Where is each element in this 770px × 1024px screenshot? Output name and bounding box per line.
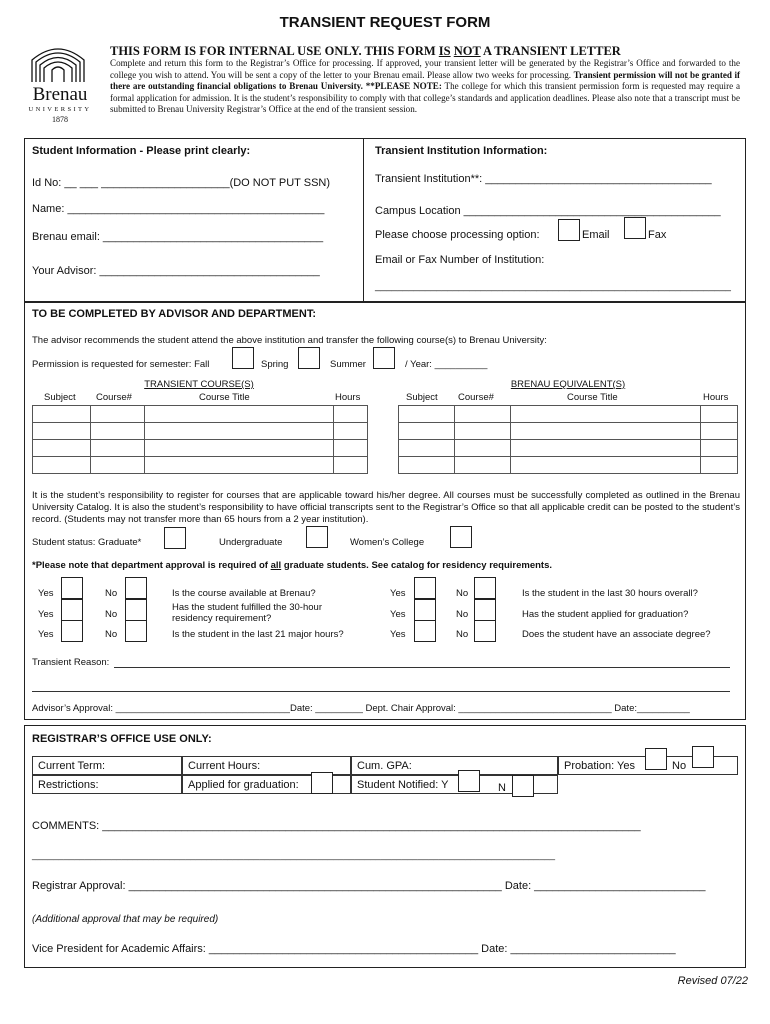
notice-heading: THIS FORM IS FOR INTERNAL USE ONLY. THIS FORM IS NOT A TRANSIENT LETTER	[110, 44, 621, 58]
vp-approval-field[interactable]: Vice President for Academic Affairs: ____________________________________________ Date: ___________________________	[32, 943, 676, 955]
col-hours: Hours	[335, 392, 361, 403]
student-info-heading: Student Information - Please print clearly:	[32, 145, 251, 157]
q6-no-checkbox[interactable]	[474, 620, 496, 642]
col-subject: Subject	[406, 392, 438, 403]
fax-number-field[interactable]: ________________________________________________________________	[375, 281, 731, 292]
undergraduate-checkbox[interactable]	[306, 526, 328, 548]
advisor-approval-line[interactable]: Advisor’s Approval: _________________________________Date: _________ Dept. Chair Approval: _____________________________ Date:__________	[32, 703, 690, 714]
graduate-checkbox[interactable]	[164, 527, 186, 549]
q3-yes-checkbox[interactable]	[61, 620, 83, 642]
table-row[interactable]	[33, 423, 368, 440]
brenau-email-field[interactable]: Brenau email: ____________________________________	[32, 231, 324, 243]
logo-wordmark: Brenau	[32, 84, 88, 105]
transient-reason-line[interactable]	[114, 667, 730, 668]
q4-yes-checkbox[interactable]	[414, 577, 436, 599]
current-term-cell[interactable]: Current Term:	[32, 756, 182, 775]
name-field[interactable]: Name: __________________________________________	[32, 203, 325, 215]
question-text: Does the student have an associate degree?	[522, 629, 711, 640]
fax-number-label: Email or Fax Number of Institution:	[375, 254, 545, 266]
q4-no-checkbox[interactable]	[474, 577, 496, 599]
advisor-field[interactable]: Your Advisor: ____________________________________	[32, 265, 320, 277]
spring-checkbox[interactable]	[298, 347, 320, 369]
year-field[interactable]: / Year: __________	[405, 359, 488, 370]
probation-no-checkbox[interactable]	[692, 746, 714, 768]
notice-body: Complete and return this form to the Registrar’s Office for processing. If approved, your transient letter will be generated by the Registrar’s Office and forwarded to the college you wish to attend. You will be sent a copy of the letter to your Brenau email. Please allow two weeks for processing. Transient permission will not be granted if there are outstanding financial obligations to Brenau University. **PLEASE NOTE: The college for which this transient permission form is requested may require a formal application for admission. It is the student’s responsibility to comply with that college’s standards and application deadlines. Please also note that a transcript must be submitted to Brenau University Registrar’s Office at the end of the transient session.	[110, 58, 741, 115]
table-row[interactable]	[399, 406, 738, 423]
summer-label: Summer	[330, 359, 366, 370]
no-label: No	[105, 588, 118, 599]
restrictions-cell[interactable]: Restrictions:	[32, 775, 182, 794]
transient-info-heading: Transient Institution Information:	[375, 145, 548, 157]
email-option-label: Email	[582, 229, 610, 241]
table-row[interactable]	[33, 440, 368, 457]
col-subject: Subject	[44, 392, 76, 403]
yes-label: Yes	[390, 588, 406, 599]
col-hours: Hours	[703, 392, 729, 403]
logo-year: 1878	[52, 115, 68, 124]
recommend-text: The advisor recommends the student attend the above institution and transfer the following course(s) to Brenau University:	[32, 335, 547, 346]
current-hours-cell[interactable]: Current Hours:	[182, 756, 351, 775]
question-text: Is the course available at Brenau?	[172, 588, 316, 599]
yes-label: Yes	[38, 609, 54, 620]
notified-no-checkbox[interactable]	[512, 775, 534, 797]
table-row[interactable]	[33, 406, 368, 423]
processing-option-label: Please choose processing option:	[375, 229, 540, 241]
question-text: Is the student in the last 30 hours overall?	[522, 588, 698, 599]
comments-field[interactable]: COMMENTS: ________________________________________________________________________________________	[32, 820, 641, 832]
brenau-equivalents-title: BRENAU EQUIVALENT(S)	[510, 379, 626, 390]
table-row[interactable]	[399, 440, 738, 457]
registrar-approval-field[interactable]: Registrar Approval: _____________________________________________________________ Date: ____________________________	[32, 880, 706, 892]
no-label: No	[105, 609, 118, 620]
transient-courses-title: TRANSIENT COURSE(S)	[144, 379, 254, 390]
transient-reason-line-2[interactable]	[32, 691, 730, 692]
undergraduate-label: Undergraduate	[219, 537, 283, 548]
q3-no-checkbox[interactable]	[125, 620, 147, 642]
advisor-section-heading: TO BE COMPLETED BY ADVISOR AND DEPARTMENT:	[32, 308, 316, 320]
no-label: No	[105, 629, 118, 640]
notified-yes-checkbox[interactable]	[458, 770, 480, 792]
transient-institution-field[interactable]: Transient Institution**: _____________________________________	[375, 173, 712, 185]
q1-yes-checkbox[interactable]	[61, 577, 83, 599]
fax-option-checkbox[interactable]	[624, 217, 646, 239]
probation-yes-label: Probation: Yes	[564, 760, 635, 772]
id-number-field[interactable]: Id No: __ ___ _____________________(DO NOT PUT SSN)	[32, 177, 331, 189]
q1-no-checkbox[interactable]	[125, 577, 147, 599]
brenau-equivalents-table[interactable]	[398, 405, 738, 474]
transient-reason-label: Transient Reason:	[32, 657, 110, 668]
applied-graduation-checkbox[interactable]	[311, 772, 333, 794]
graduate-approval-note: *Please note that department approval is required of all graduate students. See catalog for residency requirements.	[32, 560, 553, 571]
responsibility-text: It is the student’s responsibility to register for courses that are applicable toward his/her degree. All courses must be successfully completed as outlined in the Brenau University Catalog. It is also the student’s responsibility to have official transcripts sent to the Registrar’s Office so that all applicable credit can be posted to the student’s record. (Students may not transfer more than 65 hours from a 2 year institution).	[32, 490, 740, 525]
col-course-title: Course Title	[199, 392, 250, 403]
student-status-label: Student status: Graduate*	[32, 537, 142, 548]
notified-no-label: N	[498, 782, 506, 794]
student-notified-cell: Student Notified: Y	[351, 775, 558, 794]
registrar-heading: REGISTRAR’S OFFICE USE ONLY:	[32, 733, 212, 745]
logo-subtitle: UNIVERSITY	[28, 106, 92, 113]
q5-no-checkbox[interactable]	[474, 599, 496, 621]
col-course-title: Course Title	[567, 392, 618, 403]
table-row[interactable]	[399, 457, 738, 474]
womens-college-label: Women’s College	[350, 537, 425, 548]
permission-label: Permission is requested for semester: Fall	[32, 359, 210, 370]
q5-yes-checkbox[interactable]	[414, 599, 436, 621]
q6-yes-checkbox[interactable]	[414, 620, 436, 642]
email-option-checkbox[interactable]	[558, 219, 580, 241]
no-label: No	[456, 588, 469, 599]
revised-date: Revised 07/22	[677, 975, 748, 987]
yes-label: Yes	[390, 629, 406, 640]
probation-no-label: No	[672, 760, 687, 772]
fax-option-label: Fax	[648, 229, 667, 241]
spring-label: Spring	[261, 359, 289, 370]
probation-yes-checkbox[interactable]	[645, 748, 667, 770]
section-divider	[363, 138, 364, 302]
fall-checkbox[interactable]	[232, 347, 254, 369]
q2-yes-checkbox[interactable]	[61, 599, 83, 621]
table-row[interactable]	[399, 423, 738, 440]
comments-line-2[interactable]: ___________________________________________________________________________________________________	[32, 850, 556, 861]
yes-label: Yes	[38, 588, 54, 599]
col-course-number: Course#	[458, 392, 494, 403]
page-title: TRANSIENT REQUEST FORM	[279, 14, 491, 31]
question-text: Is the student in the last 21 major hours?	[172, 629, 344, 640]
question-text: Has the student fulfilled the 30-hour residency requirement?	[172, 602, 322, 624]
table-row[interactable]	[33, 457, 368, 474]
q2-no-checkbox[interactable]	[125, 599, 147, 621]
yes-label: Yes	[390, 609, 406, 620]
womens-college-checkbox[interactable]	[450, 526, 472, 548]
question-text: Has the student applied for graduation?	[522, 609, 689, 620]
cum-gpa-cell[interactable]: Cum. GPA:	[351, 756, 558, 775]
applied-graduation-cell: Applied for graduation:	[182, 775, 351, 794]
no-label: No	[456, 609, 469, 620]
yes-label: Yes	[38, 629, 54, 640]
col-course-number: Course#	[96, 392, 132, 403]
transient-courses-table[interactable]	[32, 405, 368, 474]
campus-location-field[interactable]: Campus Location __________________________________________	[375, 205, 721, 217]
additional-approval-note: (Additional approval that may be required)	[32, 914, 219, 925]
summer-checkbox[interactable]	[373, 347, 395, 369]
no-label: No	[456, 629, 469, 640]
